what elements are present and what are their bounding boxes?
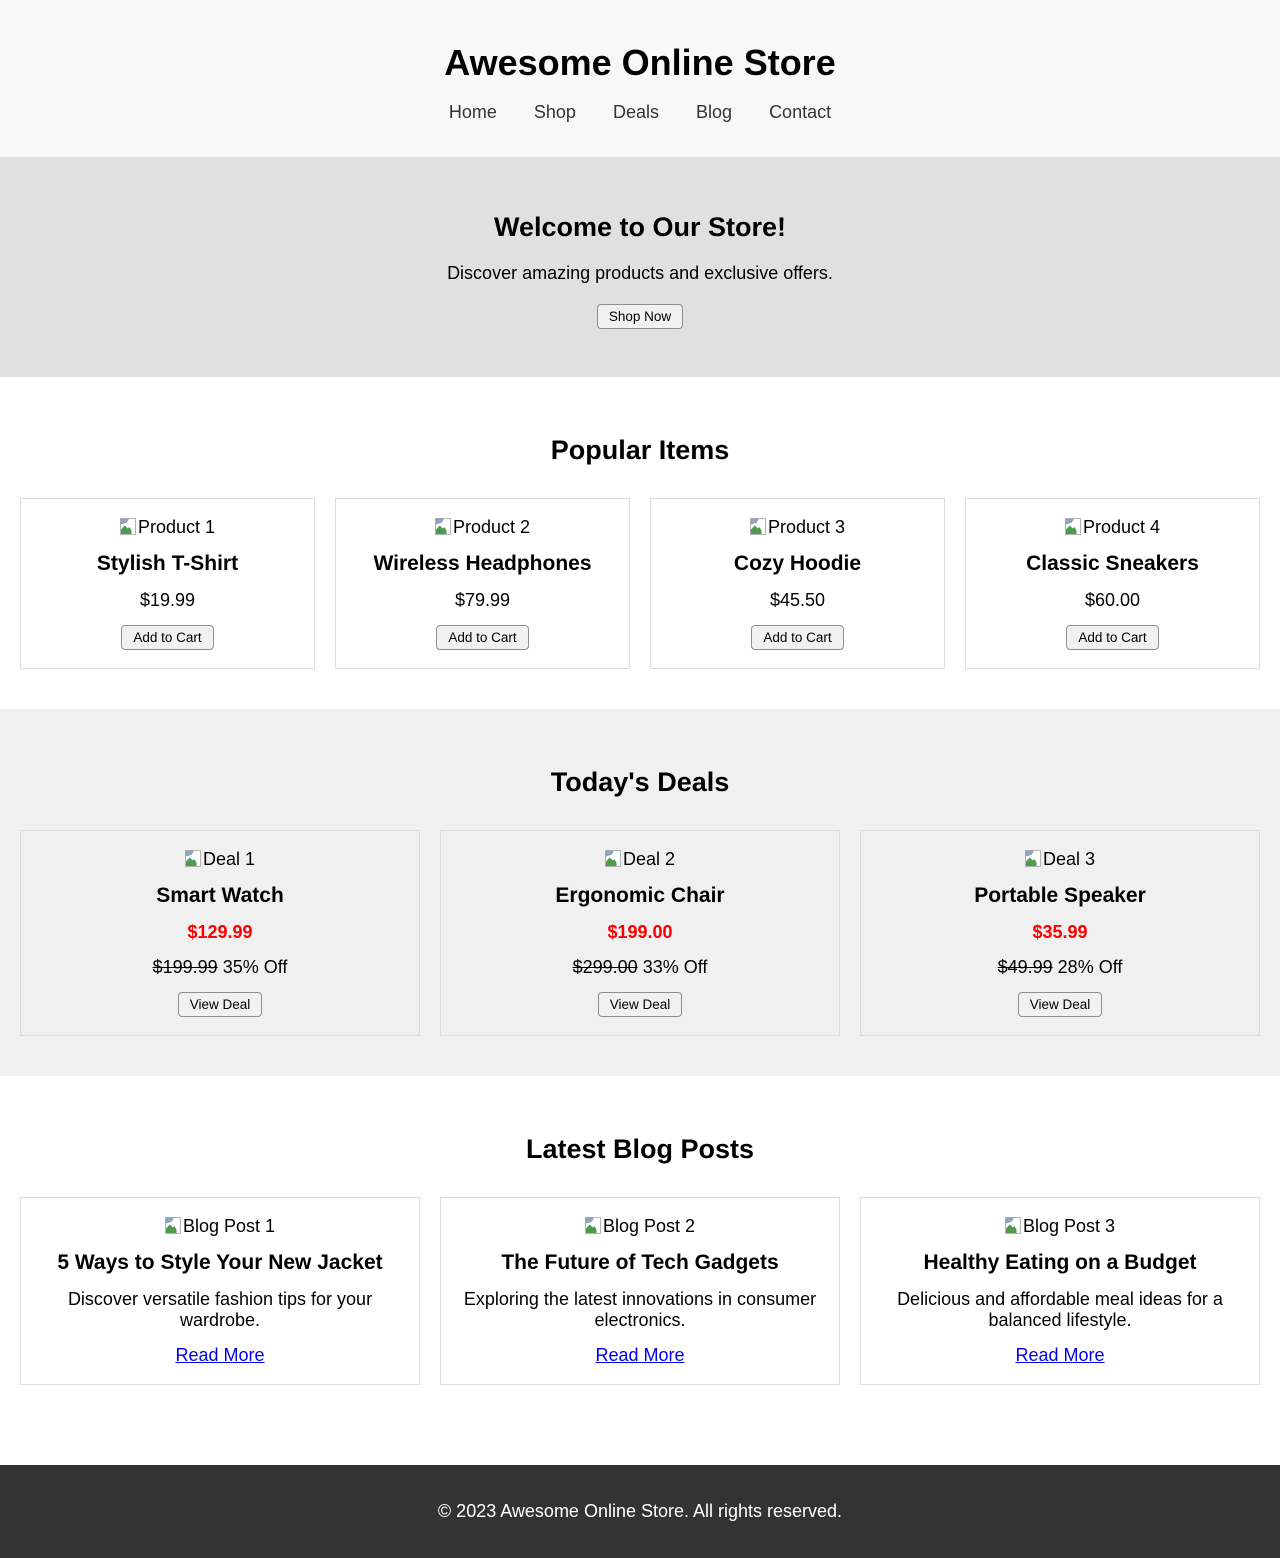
broken-image-icon [435,517,452,536]
deal-price: $129.99 [187,922,253,942]
read-more-link[interactable]: Read More [1015,1345,1105,1365]
nav-link-contact[interactable]: Contact [769,102,832,122]
add-to-cart-button[interactable]: Add to Cart [1066,625,1158,650]
broken-image-icon [165,1216,182,1235]
product-price: $79.99 [454,590,511,610]
product-price: $45.50 [769,590,826,610]
blog-post-title: Healthy Eating on a Budget [923,1251,1197,1274]
deal-original-line [459,957,821,978]
deal-discount: 28% Off [1057,957,1123,977]
site-title: Awesome Online Store [444,42,836,83]
blog-post-title: The Future of Tech Gadgets [501,1251,779,1274]
broken-image-icon [750,517,767,536]
hero-title: Welcome to Our Store! [493,212,787,242]
product-card [650,498,945,669]
product-name: Cozy Hoodie [733,552,862,575]
product-price: $60.00 [1084,590,1141,610]
blog-post-card [20,1197,420,1385]
product-card [965,498,1260,669]
blog-grid [20,1197,1260,1385]
nav-link-blog[interactable]: Blog [696,102,733,122]
blog-section [0,1076,1280,1465]
add-to-cart-button[interactable]: Add to Cart [751,625,843,650]
shop-now-button[interactable]: Shop Now [597,304,683,329]
hero-subtitle: Discover amazing products and exclusive offers. [447,263,833,283]
deal-price: $199.00 [607,922,673,942]
deal-price: $35.99 [1032,922,1088,942]
product-image-placeholder [120,517,215,537]
deal-image-placeholder [185,849,255,869]
deal-image-placeholder [1025,849,1095,869]
broken-image-icon [1065,517,1082,536]
deal-card [20,830,420,1036]
product-image-alt: Product 1 [137,517,216,537]
main-nav [20,102,1260,123]
product-image-alt: Product 2 [452,517,531,537]
deal-image-alt: Deal 3 [1042,849,1096,869]
deal-original-price: $199.99 [152,957,218,977]
deal-original-line [879,957,1241,978]
blog-title: Latest Blog Posts [525,1134,755,1164]
deal-discount: 35% Off [222,957,288,977]
blog-post-card [440,1197,840,1385]
deal-image-placeholder [605,849,675,869]
read-more-link[interactable]: Read More [595,1345,685,1365]
deal-original-price: $299.00 [572,957,638,977]
product-name: Classic Sneakers [1026,552,1199,575]
view-deal-button[interactable]: View Deal [178,992,263,1017]
nav-link-home[interactable]: Home [448,102,497,122]
broken-image-icon [1005,1216,1022,1235]
blog-image-alt: Blog Post 1 [182,1216,276,1236]
broken-image-icon [185,849,202,868]
read-more-link[interactable]: Read More [175,1345,265,1365]
product-name: Wireless Headphones [373,552,592,575]
add-to-cart-button[interactable]: Add to Cart [121,625,213,650]
copyright-text: © 2023 Awesome Online Store. All rights reserved. [437,1501,843,1521]
popular-items-grid [20,498,1260,669]
blog-image-placeholder [585,1216,695,1236]
popular-items-section [0,377,1280,709]
nav-link-shop[interactable]: Shop [533,102,576,122]
deal-image-alt: Deal 2 [622,849,676,869]
product-image-placeholder [750,517,845,537]
broken-image-icon [605,849,622,868]
broken-image-icon [585,1216,602,1235]
site-header [0,0,1280,157]
deal-name: Ergonomic Chair [555,884,725,907]
blog-image-placeholder [165,1216,275,1236]
blog-post-excerpt: Discover versatile fashion tips for your wardrobe. [67,1289,373,1330]
blog-image-alt: Blog Post 3 [1022,1216,1116,1236]
deals-grid [20,830,1260,1036]
blog-image-alt: Blog Post 2 [602,1216,696,1236]
hero-banner [0,157,1280,377]
deal-name: Portable Speaker [974,884,1146,907]
view-deal-button[interactable]: View Deal [598,992,683,1017]
add-to-cart-button[interactable]: Add to Cart [436,625,528,650]
broken-image-icon [1025,849,1042,868]
deal-discount: 33% Off [642,957,708,977]
deals-title: Today's Deals [550,767,730,797]
deal-original-line [39,957,401,978]
site-footer [0,1465,1280,1558]
product-price: $19.99 [139,590,196,610]
blog-post-excerpt: Delicious and affordable meal ideas for a balanced lifestyle. [897,1289,1223,1330]
deal-original-price: $49.99 [997,957,1053,977]
product-image-alt: Product 3 [767,517,846,537]
deal-image-alt: Deal 1 [202,849,256,869]
broken-image-icon [120,517,137,536]
product-image-placeholder [435,517,530,537]
nav-link-deals[interactable]: Deals [612,102,659,122]
deal-card [440,830,840,1036]
deals-section [0,709,1280,1076]
deal-name: Smart Watch [156,884,284,907]
popular-items-title: Popular Items [550,435,730,465]
product-image-alt: Product 4 [1082,517,1161,537]
deal-card [860,830,1260,1036]
product-name: Stylish T-Shirt [96,552,239,575]
blog-image-placeholder [1005,1216,1115,1236]
product-card [20,498,315,669]
view-deal-button[interactable]: View Deal [1018,992,1103,1017]
product-card [335,498,630,669]
product-image-placeholder [1065,517,1160,537]
blog-post-card [860,1197,1260,1385]
blog-post-title: 5 Ways to Style Your New Jacket [57,1251,383,1274]
blog-post-excerpt: Exploring the latest innovations in consumer electronics. [463,1289,817,1330]
